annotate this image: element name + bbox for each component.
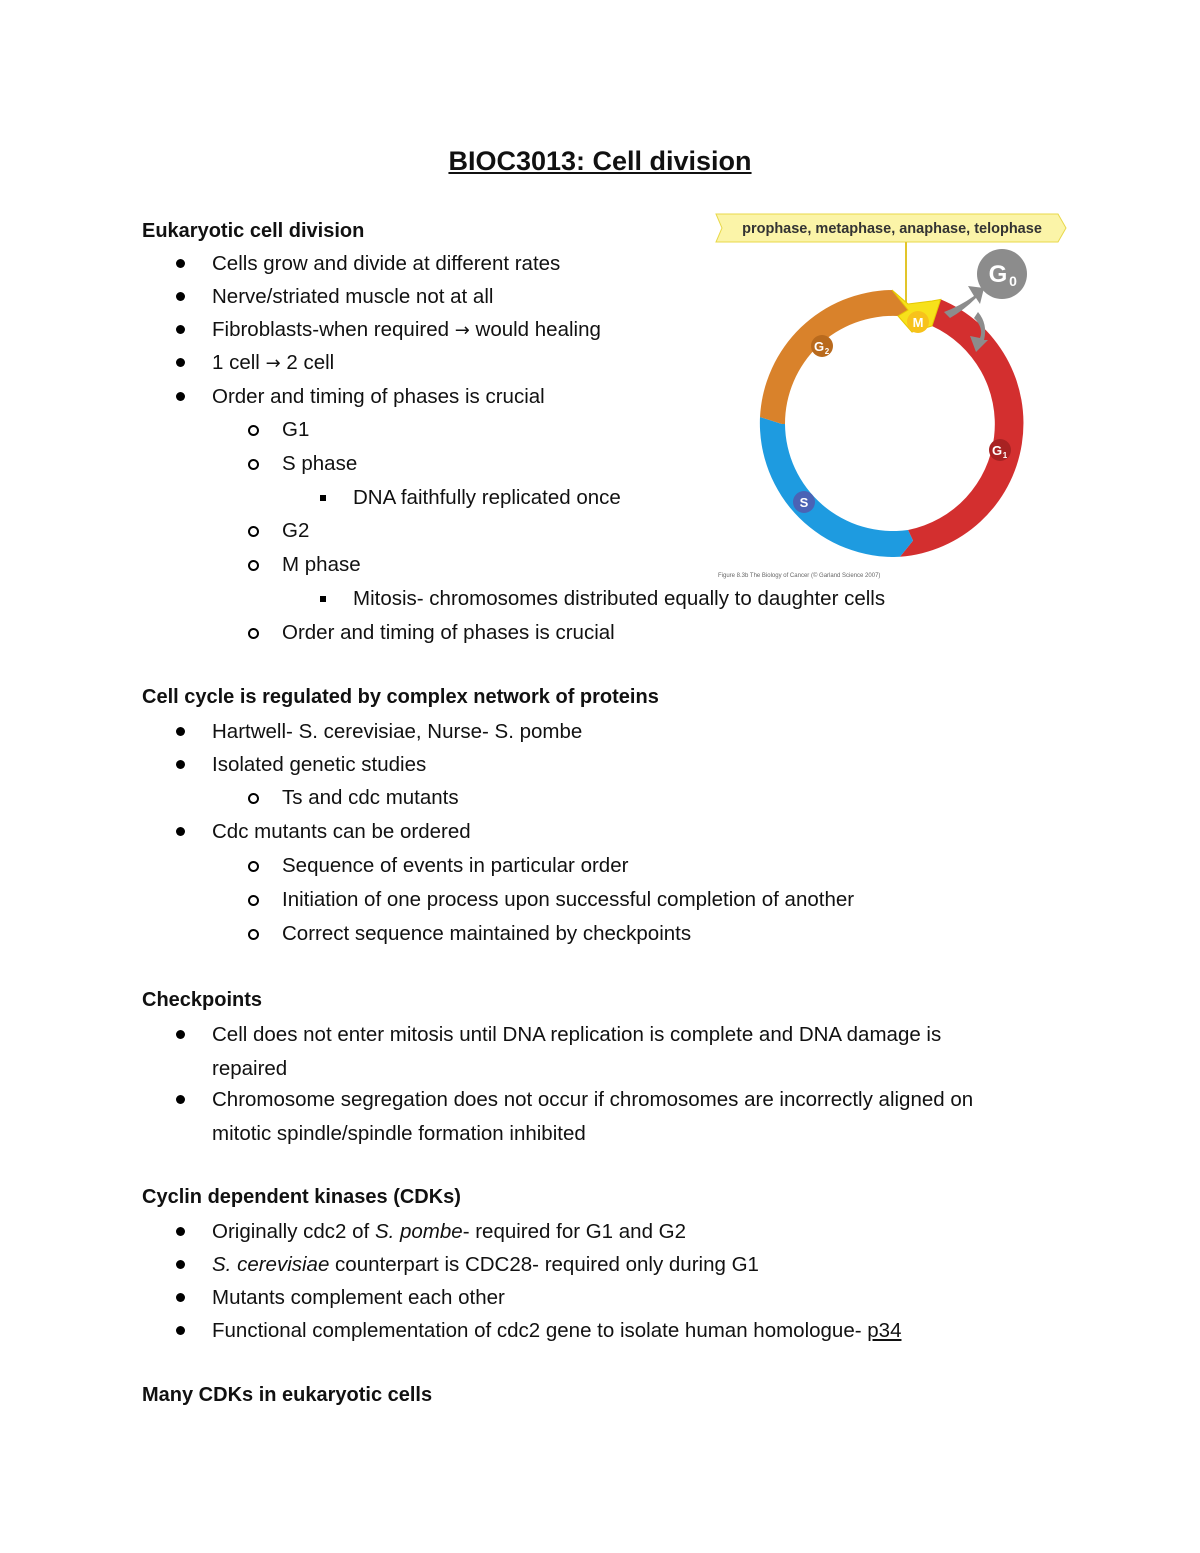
- list-item: [282, 616, 615, 650]
- list-item-text: Ts and cdc mutants: [282, 786, 459, 809]
- bullet-icon: [176, 727, 185, 736]
- list-item-text: - required for G1 and G2: [462, 1220, 687, 1243]
- g1-segment: [900, 299, 1023, 556]
- bullet-icon: [176, 1326, 185, 1335]
- list-item-text: Cell does not enter mitosis until DNA replication is complete and DNA damage is repaired: [212, 1023, 942, 1080]
- list-item-text: Cdc mutants can be ordered: [212, 820, 471, 843]
- g0-subscript: 0: [1009, 273, 1017, 289]
- circle-bullet-icon: [248, 628, 259, 639]
- section-heading-eukaryotic: Eukaryotic cell division: [142, 220, 365, 242]
- list-item-text: Isolated genetic studies: [212, 753, 427, 776]
- species-name: S. cerevisiae: [212, 1253, 330, 1276]
- bullet-icon: [176, 259, 185, 268]
- bullet-icon: [176, 1227, 185, 1236]
- list-item: [212, 1248, 759, 1282]
- list-item-text: Originally cdc2 of: [212, 1220, 375, 1243]
- list-item-text: Mitosis- chromosomes distributed equally to daughter cells: [353, 587, 886, 610]
- list-item-text: Functional complementation of cdc2 gene to isolate human homologue-: [212, 1319, 868, 1342]
- square-bullet-icon: [320, 495, 326, 501]
- square-bullet-icon: [320, 596, 326, 602]
- list-item-text: would healing: [475, 318, 601, 341]
- section-heading-cdks: Cyclin dependent kinases (CDKs): [142, 1186, 461, 1208]
- list-item: [282, 781, 459, 815]
- list-item-text: G2: [282, 519, 310, 542]
- list-item-text: Cells grow and divide at different rates: [212, 252, 561, 275]
- list-item-text: 1 cell: [212, 351, 260, 374]
- list-item-text: Order and timing of phases is crucial: [282, 621, 615, 644]
- bullet-icon: [176, 392, 185, 401]
- bullet-icon: [176, 1095, 185, 1104]
- list-item: [212, 1281, 505, 1315]
- g2-segment: [760, 290, 908, 424]
- list-item: [282, 849, 628, 883]
- list-item: [353, 481, 621, 515]
- circle-bullet-icon: [248, 793, 259, 804]
- list-item: [282, 883, 854, 917]
- list-item-text: Initiation of one process upon successful completion of another: [282, 888, 855, 911]
- list-item: [212, 313, 601, 348]
- figure-caption: Figure 8.3b The Biology of Cancer (© Garland Science 2007): [718, 573, 881, 579]
- list-item: [212, 247, 560, 281]
- g2-label: G: [813, 339, 825, 354]
- banner-text: prophase, metaphase, anaphase, telophase: [742, 221, 1042, 237]
- circle-bullet-icon: [248, 929, 259, 940]
- circle-bullet-icon: [248, 895, 259, 906]
- bullet-icon: [176, 358, 185, 367]
- list-item-text: counterpart is CDC28- required only during G1: [329, 1253, 759, 1276]
- bullet-icon: [176, 760, 185, 769]
- g1-label: G: [991, 443, 1003, 458]
- s-segment: [760, 417, 913, 557]
- list-item-text: Order and timing of phases is crucial: [212, 385, 545, 408]
- s-label: S: [799, 495, 809, 510]
- list-item: [212, 815, 471, 849]
- list-item: [282, 917, 691, 951]
- circle-bullet-icon: [248, 560, 259, 571]
- cell-cycle-diagram: [712, 206, 1072, 590]
- list-item-text: Sequence of events in particular order: [282, 854, 629, 877]
- list-item: [212, 748, 426, 782]
- list-item: [212, 1018, 1022, 1086]
- circle-bullet-icon: [248, 425, 259, 436]
- list-item-text: Chromosome segregation does not occur if chromosomes are incorrectly aligned on mitotic spindle/spindle formation inhibited: [212, 1088, 974, 1145]
- bullet-icon: [176, 1293, 185, 1302]
- g2-subscript: 2: [824, 347, 830, 356]
- list-item-text: Correct sequence maintained by checkpoints: [282, 922, 692, 945]
- circle-bullet-icon: [248, 459, 259, 470]
- list-item-text: S phase: [282, 452, 358, 475]
- list-item-text: DNA faithfully replicated once: [353, 486, 621, 509]
- section-heading-regulation: Cell cycle is regulated by complex network of proteins: [142, 686, 659, 708]
- species-name: S. pombe: [374, 1220, 463, 1243]
- g1-subscript: 1: [1002, 451, 1008, 460]
- list-item: [212, 346, 334, 381]
- list-item-text: M phase: [282, 553, 361, 576]
- cell-cycle-figure: [712, 206, 1072, 590]
- page-title: BIOC3013: Cell division: [448, 146, 752, 176]
- circle-bullet-icon: [248, 861, 259, 872]
- list-item: [212, 715, 582, 749]
- arrow-icon: →: [454, 320, 470, 341]
- list-item: [282, 413, 309, 447]
- section-heading-many-cdks: Many CDKs in eukaryotic cells: [142, 1384, 433, 1406]
- list-item: [282, 514, 309, 548]
- arrow-icon: →: [265, 353, 281, 374]
- list-item: [212, 1215, 686, 1249]
- bullet-icon: [176, 1260, 185, 1269]
- section-heading-checkpoints: Checkpoints: [142, 989, 263, 1011]
- list-item: [212, 1314, 901, 1348]
- circle-bullet-icon: [248, 526, 259, 537]
- bullet-icon: [176, 827, 185, 836]
- g0-label: G: [988, 261, 1008, 288]
- bullet-icon: [176, 325, 185, 334]
- list-item: [282, 548, 361, 582]
- list-item: [212, 380, 545, 414]
- list-item: [282, 447, 357, 481]
- list-item: [212, 280, 493, 314]
- list-item-text: Hartwell- S. cerevisiae, Nurse- S. pombe: [212, 720, 583, 743]
- list-item-text: G1: [282, 418, 310, 441]
- bullet-icon: [176, 1030, 185, 1039]
- list-item-text: 2 cell: [286, 351, 335, 374]
- list-item-text: Nerve/striated muscle not at all: [212, 285, 494, 308]
- m-label: M: [912, 315, 924, 330]
- bullet-icon: [176, 292, 185, 301]
- list-item: [212, 1083, 1022, 1151]
- list-item-text: Mutants complement each other: [212, 1286, 505, 1309]
- p34-link: p34: [867, 1319, 902, 1342]
- list-item-text: Fibroblasts-when required: [212, 318, 450, 341]
